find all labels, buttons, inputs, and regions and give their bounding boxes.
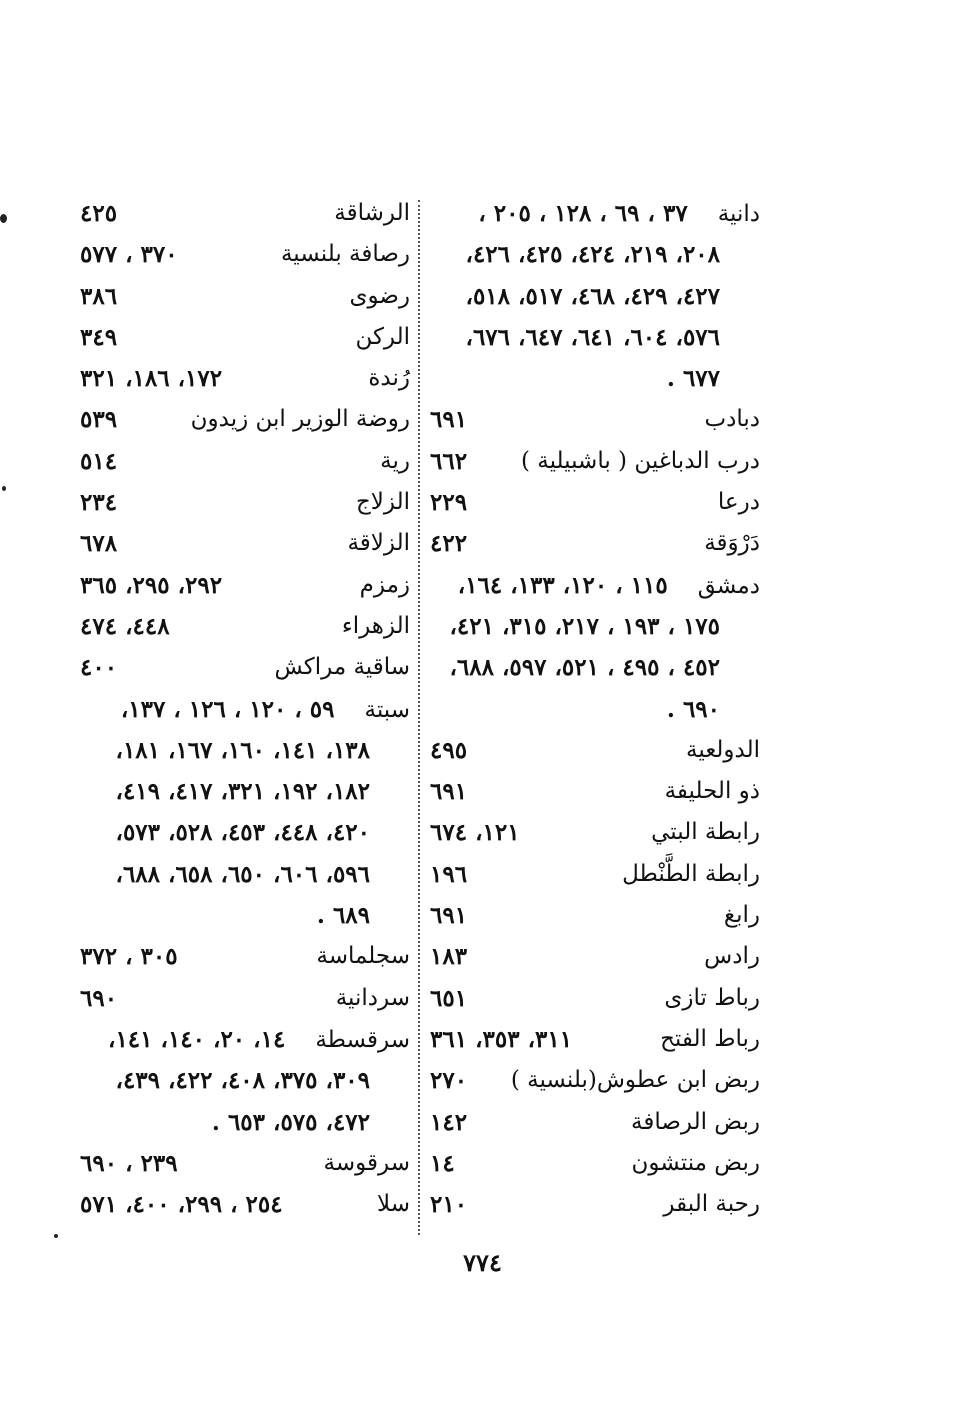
page-references: ١٤	[430, 1149, 455, 1177]
index-entry	[80, 193, 410, 234]
index-entry	[80, 1102, 410, 1143]
index-entry	[430, 647, 760, 688]
right-index-column	[430, 193, 760, 1225]
index-entry	[430, 276, 760, 317]
place-name-text: دانية	[717, 201, 760, 227]
page-references: ٢٣٤	[80, 489, 118, 517]
place-name: رباط الفتح	[660, 1025, 760, 1052]
page-references: ٣١١، ٣٥٣، ٣٦١	[430, 1025, 573, 1053]
page-references: ٥٩ ، ١٢٠ ، ١٢٦ ، ١٣٧،	[120, 695, 335, 723]
page-references: ١٢١، ٦٧٤	[430, 819, 520, 847]
place-name: رابطة البتي	[651, 819, 760, 846]
place-name: ربض ابن عطوش(بلنسية )	[510, 1067, 760, 1094]
page-references-end: ٦٨٩ .	[316, 902, 370, 930]
place-name	[108, 1019, 410, 1061]
page-references: ٤٢٢	[430, 530, 468, 558]
page-references: ١٤، ٢٠، ١٤٠، ١٤١،	[108, 1025, 286, 1053]
index-entry	[430, 317, 760, 358]
index-entry	[80, 1184, 410, 1225]
page-references: ٥١٤	[80, 447, 118, 475]
place-name: الدولعية	[686, 736, 760, 763]
index-entry	[80, 895, 410, 936]
index-entry	[430, 565, 760, 606]
place-name: رحبة البقر	[663, 1191, 760, 1218]
index-entry	[430, 978, 760, 1019]
index-entry	[80, 730, 410, 771]
place-name: الزلاقة	[347, 530, 410, 557]
place-name: الرشاقة	[334, 200, 410, 226]
place-name: رباط تازى	[664, 984, 760, 1011]
index-entry	[80, 936, 410, 977]
place-name: رضوى	[349, 282, 410, 309]
page-references: ٦٩٠	[80, 984, 118, 1012]
place-name	[458, 565, 760, 607]
place-name: الزهراء	[341, 612, 410, 639]
index-entry	[430, 936, 760, 977]
index-entry	[430, 234, 760, 275]
page-references-continued: ٤٥٢ ، ٤٩٥ ، ٥٢١، ٥٩٧، ٦٨٨،	[449, 654, 720, 682]
index-entry	[80, 317, 410, 358]
place-name-text: سرقسطة	[315, 1026, 410, 1053]
page-references: ٣٨٦	[80, 282, 118, 310]
page-references: ٤٠٠	[80, 654, 118, 682]
place-name	[121, 689, 410, 731]
page-references: ١٨٣	[430, 943, 468, 971]
page-references: ٣٧ ، ٦٩ ، ١٢٨ ، ٢٠٥ ،	[478, 200, 688, 227]
index-entry	[430, 812, 760, 853]
index-entry	[430, 1102, 760, 1143]
page-references-end: ٦٩٠ .	[666, 695, 720, 723]
page-references-continued: ١٧٥ ، ١٩٣ ، ٢١٧، ٣١٥، ٤٢١،	[449, 612, 720, 640]
index-entry	[430, 895, 760, 936]
index-entry	[430, 689, 760, 730]
scan-speck	[0, 214, 7, 223]
index-entry	[80, 523, 410, 564]
place-name: رية	[380, 447, 410, 474]
index-entry	[430, 771, 760, 812]
place-name: سردانية	[335, 984, 410, 1011]
page-references: ٢٩٢، ٢٩٥، ٣٦٥	[80, 571, 223, 599]
index-entry	[80, 234, 410, 275]
place-name: الزلاج	[355, 489, 410, 516]
index-entry	[430, 854, 760, 895]
index-entry	[80, 771, 410, 812]
page-references: ٤٢٥	[80, 200, 118, 227]
index-entry	[430, 482, 760, 523]
page-references: ٦٦٢	[430, 447, 468, 475]
index-entry	[80, 854, 410, 895]
page-references: ٦٥١	[430, 984, 468, 1012]
index-entry	[430, 358, 760, 399]
page-references: ١٧٢، ١٨٦، ٣٢١	[80, 365, 223, 393]
index-entry	[430, 1143, 760, 1184]
page-references-continued: ٢٠٨، ٢١٩، ٤٢٤، ٤٢٥، ٤٢٦،	[465, 241, 720, 269]
place-name: رصافة بلنسية	[280, 241, 410, 268]
index-entry	[80, 1143, 410, 1184]
index-entry	[80, 978, 410, 1019]
page-references: ٣٠٥ ، ٣٧٢	[80, 943, 178, 971]
scan-speck	[54, 1234, 58, 1238]
page-references: ٢٥٤ ، ٢٩٩، ٤٠٠، ٥٧١	[80, 1191, 283, 1219]
place-name: زمزم	[359, 571, 410, 598]
page-references-end: ٦٧٧ .	[666, 365, 720, 393]
place-name: سلا	[377, 1191, 410, 1218]
page-references-continued: ١٨٢، ١٩٢، ٣٢١، ٤١٧، ٤١٩،	[115, 778, 370, 806]
place-name: ربض الرصافة	[631, 1108, 760, 1135]
page-references: ٢٢٩	[430, 489, 468, 517]
place-name: درعا	[717, 489, 760, 516]
place-name: روضة الوزير ابن زيدون	[190, 406, 410, 433]
index-entry	[430, 441, 760, 482]
index-entry	[430, 399, 760, 440]
page-references: ٣٤٩	[80, 323, 118, 351]
index-entry	[80, 647, 410, 688]
place-name: رابطة الطَّنْطل	[622, 860, 760, 887]
page-references: ١٤٢	[430, 1108, 468, 1136]
index-entry	[430, 1060, 760, 1101]
place-name	[478, 193, 760, 235]
page-references-continued: ٥٧٦، ٦٠٤، ٦٤١، ٦٤٧، ٦٧٦،	[465, 323, 720, 351]
index-entry	[80, 1019, 410, 1060]
page-references: ٦٩١	[430, 902, 468, 930]
place-name: دبادب	[704, 406, 760, 433]
page-number: ٧٧٤	[463, 1248, 502, 1277]
page-references: ٢٣٩ ، ٦٩٠	[80, 1149, 178, 1177]
place-name: ربض منتشون	[631, 1149, 760, 1176]
page-references-continued: ٣٠٩، ٣٧٥، ٤٠٨، ٤٢٢، ٤٣٩،	[115, 1067, 370, 1095]
index-entry	[80, 276, 410, 317]
place-name: درب الدباغين ( باشبيلية )	[521, 447, 760, 474]
place-name-text: سبتة	[364, 696, 410, 723]
index-entry	[80, 441, 410, 482]
page-references-continued: ٥٩٦، ٦٠٦، ٦٥٠، ٦٥٨، ٦٨٨،	[115, 860, 370, 888]
index-entry	[80, 689, 410, 730]
page-references: ٤٩٥	[430, 736, 468, 764]
index-entry	[430, 523, 760, 564]
page-references: ٢٧٠	[430, 1067, 468, 1095]
place-name: دَرْوَقة	[704, 530, 760, 557]
page-references: ٦٩١	[430, 778, 468, 806]
index-entry	[80, 606, 410, 647]
index-entry	[80, 482, 410, 523]
column-divider	[418, 200, 420, 1235]
page-references: ٣٧٠ ، ٥٧٧	[80, 241, 178, 269]
place-name: ذو الحليفة	[664, 778, 760, 805]
page-references-continued: ٤٢٠، ٤٤٨، ٤٥٣، ٥٢٨، ٥٧٣،	[115, 819, 370, 847]
place-name: سجلماسة	[316, 943, 410, 970]
place-name: ساقية مراكش	[274, 654, 410, 681]
index-entry	[430, 1019, 760, 1060]
place-name: سرقوسة	[323, 1149, 410, 1176]
page-references-continued: ٤٢٧، ٤٢٩، ٤٦٨، ٥١٧، ٥١٨،	[465, 282, 720, 310]
place-name: رادس	[704, 943, 760, 970]
index-entry	[80, 812, 410, 853]
place-name: رُندة	[368, 365, 410, 392]
page-references: ٥٣٩	[80, 406, 118, 434]
scan-speck	[2, 486, 6, 491]
index-entry	[80, 399, 410, 440]
page-references: ٦٩١	[430, 406, 468, 434]
index-entry	[430, 730, 760, 771]
index-entry	[80, 565, 410, 606]
page-references: ١٩٦	[430, 860, 468, 888]
page-references: ٦٧٨	[80, 530, 118, 558]
page-references: ١١٥ ، ١٢٠، ١٣٣، ١٦٤،	[457, 571, 668, 599]
page-references: ٤٤٨، ٤٧٤	[80, 612, 170, 640]
index-entry	[80, 1060, 410, 1101]
page-references-continued: ١٣٨، ١٤١، ١٦٠، ١٦٧، ١٨١،	[115, 736, 370, 764]
page-references: ٢١٠	[430, 1191, 468, 1219]
page-references-end: ٤٧٢، ٥٧٥، ٦٥٣ .	[211, 1108, 370, 1136]
index-entry	[430, 606, 760, 647]
place-name: الركن	[355, 323, 410, 350]
place-name: رابغ	[723, 902, 760, 929]
place-name-text: دمشق	[697, 572, 760, 599]
index-entry	[430, 193, 760, 234]
left-index-column	[80, 193, 410, 1225]
index-entry	[430, 1184, 760, 1225]
index-entry	[80, 358, 410, 399]
